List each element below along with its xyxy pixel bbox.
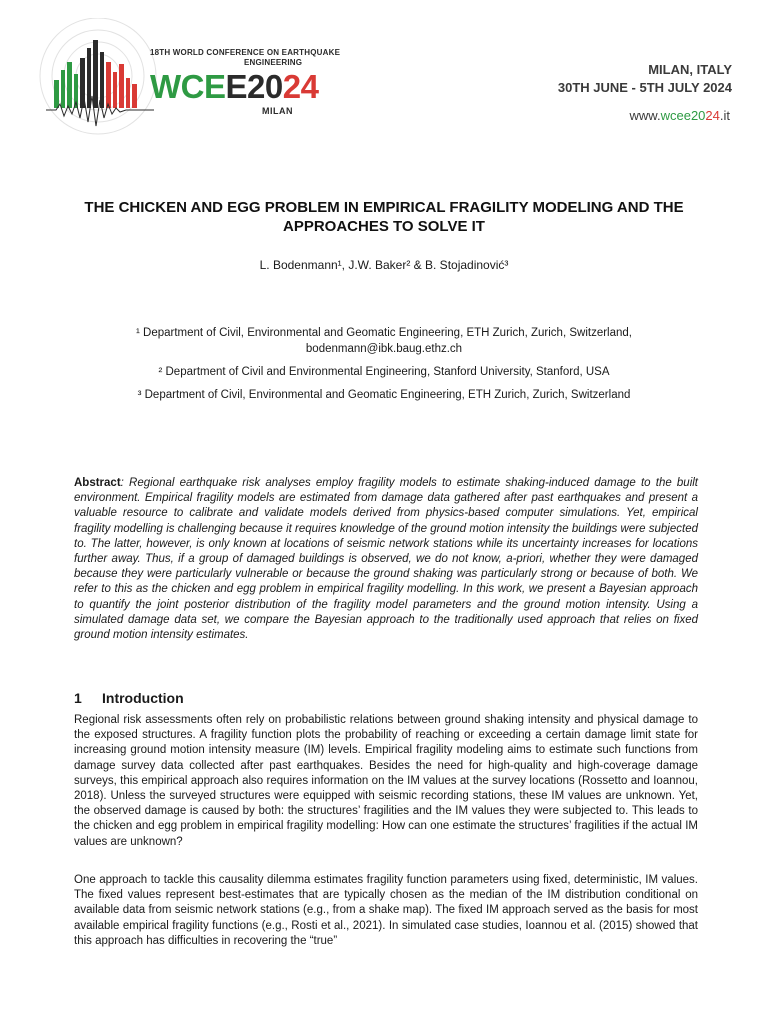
abstract [74, 476, 698, 643]
conference-website [630, 108, 730, 123]
abstract-label: Abstract [74, 477, 121, 489]
conference-name-line1: 18TH WORLD CONFERENCE ON EARTHQUAKE [150, 48, 341, 57]
website-prefix: www. [629, 108, 661, 123]
paper-title: THE CHICKEN AND EGG PROBLEM IN EMPIRICAL FRAGILITY MODELING AND THE APPROACHES TO SOLVE IT [84, 199, 684, 235]
section-number: 1 [74, 690, 82, 706]
section-heading [74, 690, 184, 706]
affiliation-3: ³ Department of Civil, Environmental and Geomatic Engineering, ETH Zurich, Zurich, Switzerland [137, 389, 631, 401]
wcee-logo-graphic [36, 18, 166, 138]
affiliation-2: ² Department of Civil and Environmental Engineering, Stanford University, Stanford, USA [158, 366, 610, 378]
wordmark-part2: E20 [225, 68, 283, 105]
conference-dates: 30TH JUNE - 5TH JULY 2024 [557, 80, 732, 95]
wcee-wordmark [150, 70, 318, 103]
abstract-text: : Regional earthquake risk analyses employ fragility models to estimate shaking-induced damage to the built environment. Empirical fragility models are estimated from damage data gathered after past earthquakes and present a valuable resource to calibrate and validate models derived from physics-based computer simulations. Yet, empirical fragility modelling is challenging because it requires knowledge of the ground motion intensity the buildings were subjected to. The latter, however, is only known at locations of seismic network stations while its uncertainty increases for locations further away. Thus, if a group of damaged buildings is observed, we do not know, a-priori, whether they were damaged because they were particularly vulnerable or because the ground shaking was particularly strong or because of both. We refer to this as the chicken and egg problem in empirical fragility modelling. In this work, we present a Bayesian approach to quantify the joint posterior distribution of the fragility model parameters and the ground motion intensity. Using a simulated damage data set, we compare the Bayesian approach to the traditionally used approach that relies on fixed ground motion intensity estimates. [74, 477, 698, 642]
intro-paragraph-2: One approach to tackle this causality dilemma estimates fragility function parameters using fixed, deterministic, IM values. The fixed values represent best-estimates that are typically chosen as the median of the IM distribution conditional on available data from seismic network stations (e.g., from a shake map). The fixed IM approach served as the basis for most available empirical fragility functions (e.g., Rosti et al., 2021). In simulated case studies, Ioannou et al. (2015) showed that this approach has difficulties in recovering the “true” [74, 874, 698, 947]
website-suffix: .it [719, 108, 730, 123]
author-email: bodenmann@ibk.baug.ethz.ch [305, 343, 463, 355]
affiliation-1-line1: ¹ Department of Civil, Environmental and Geomatic Engineering, ETH Zurich, Zurich, Switzerland, [136, 327, 632, 339]
conference-location: MILAN, ITALY [648, 62, 732, 77]
section-title: Introduction [102, 690, 184, 706]
wordmark-part3: 24 [282, 68, 319, 105]
intro-paragraph-1: Regional risk assessments often rely on probabilistic relations between ground shaking intensity and physical damage to the exposed structures. A fragility function plots the probability of reaching or exceeding a certain damage limit state for increasing ground motion intensity measure (IM) levels. Empirical fragility modeling aims to estimate such functions from damage survey data collected after past earthquakes. Besides the need for high-quality and high-coverage damage surveys, this empirical approach also requires information on the IM values at the survey locations (Rossetto and Ioannou, 2018). Unless the surveyed structures were equipped with seismic recording stations, these IM values are unknown. Yet, the observed damage is caused by both: the structures’ fragilities and the IM values they were subjected to. This leads to the chicken and egg problem in empirical fragility modelling: How can one estimate the structures’ fragilities if the actual IM values are unknown? [74, 714, 698, 848]
logo-city: MILAN [262, 106, 293, 116]
website-domain: wcee20 [660, 108, 706, 123]
conference-header [0, 0, 768, 150]
paper-authors: L. Bodenmann¹, J.W. Baker² & B. Stojadinović³ [259, 258, 509, 272]
wordmark-part1: WCE [150, 68, 226, 105]
website-number: 24 [705, 108, 720, 123]
affiliation-1 [0, 325, 768, 357]
conference-name-line2: ENGINEERING [244, 58, 303, 67]
